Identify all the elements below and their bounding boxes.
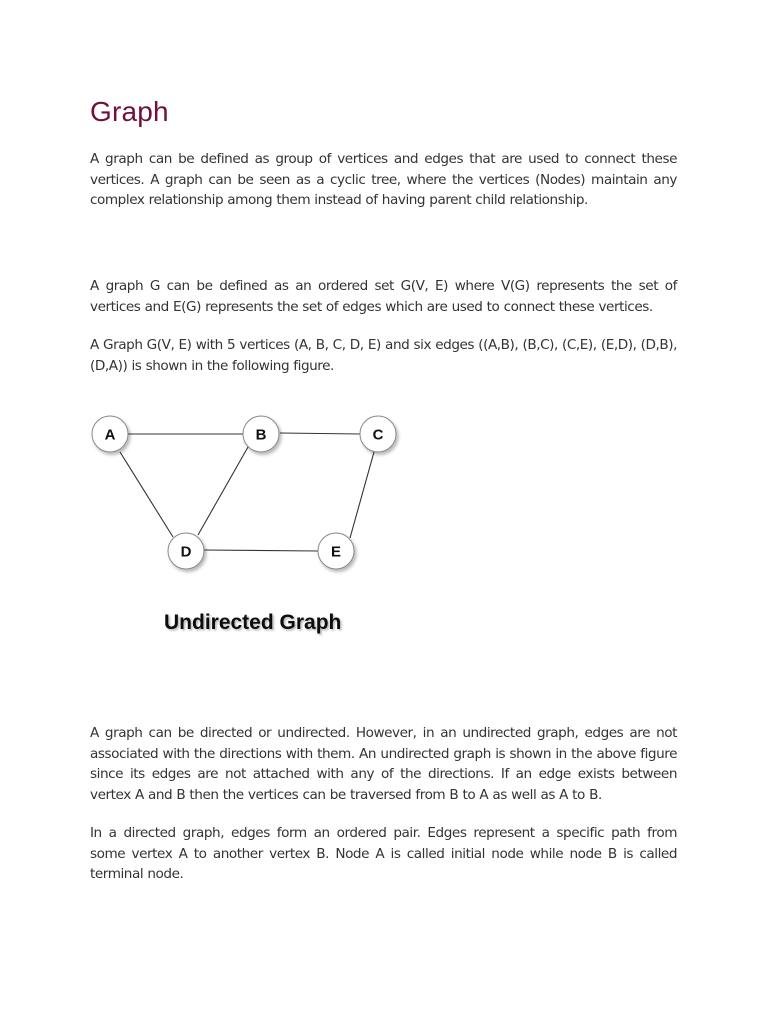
node-d: [168, 533, 204, 569]
figure-caption: Undirected Graph: [164, 611, 342, 634]
edge-e-d: [204, 550, 318, 551]
graph-figure: [86, 404, 416, 644]
page-title: Graph: [90, 96, 169, 127]
node-c: [360, 416, 396, 452]
directed-paragraph: In a directed graph, edges form an ordered pair. Edges represent a specific path from some vertex A to another vertex B. Node A is called initial node while node B is called terminal node.: [90, 825, 677, 883]
edge-c-e: [350, 452, 374, 538]
intro-paragraph: A graph can be defined as group of vertices and edges that are used to connect these vertices. A graph can be seen as a cyclic tree, where the vertices (Nodes) maintain any complex relationship among them instead of having parent child relationship.: [90, 151, 677, 209]
definition-paragraph: A graph G can be defined as an ordered set G(V, E) where V(G) represents the set of vertices and E(G) represents the set of edges which are used to connect these vertices.: [90, 278, 677, 315]
edge-b-c: [280, 433, 360, 434]
node-d-label: D: [180, 543, 192, 561]
node-c-label: C: [372, 426, 384, 444]
node-e: [318, 533, 354, 569]
node-a-label: A: [104, 426, 116, 444]
undirected-paragraph: A graph can be directed or undirected. However, in an undirected graph, edges are not associated with the directions with them. An undirected graph is shown in the above figure since its edges are not attached with any of the directions. If an edge exists between vertex A and B then the vertices can be traversed from B to A as well as A to B.: [90, 725, 677, 804]
edge-d-a: [120, 452, 173, 537]
node-e-label: E: [330, 543, 342, 561]
graph-diagram: [86, 404, 416, 644]
node-a: [92, 416, 128, 452]
node-b-label: B: [255, 426, 267, 444]
edge-d-b: [198, 447, 248, 535]
example-paragraph: A Graph G(V, E) with 5 vertices (A, B, C, D, E) and six edges ((A,B), (B,C), (C,E), (E,D), (D,B), (D,A)) is shown in the following figure.: [90, 337, 677, 374]
node-b: [243, 416, 279, 452]
